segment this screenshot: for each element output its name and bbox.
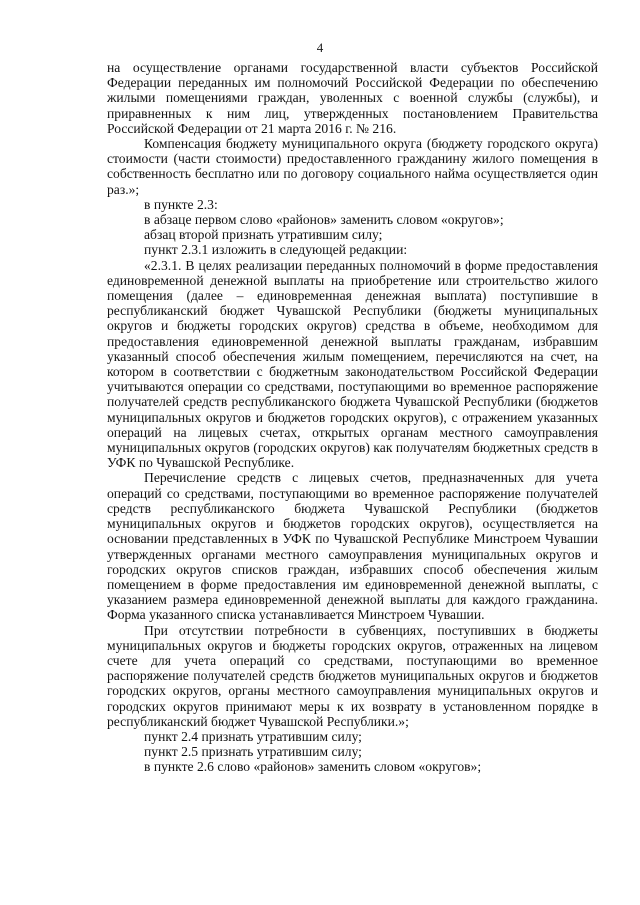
paragraph: пункт 2.3.1 изложить в следующей редакции: — [144, 242, 408, 258]
paragraph: на осуществление органами государственной власти субъектов Российской Федерации переданных им полномочий Российской Федерации по обеспечению жилыми помещениями граждан, уволенных с военной службы (службы), и приравненных к ним лиц, утвержденных постановлением Правительства Российской Федерации от 21 марта 2016 г. № 216. — [107, 60, 598, 136]
document-body — [107, 60, 598, 775]
paragraph: в пункте 2.3: — [144, 196, 218, 212]
paragraph: в абзаце первом слово «районов» заменить словом «округов»; — [144, 212, 504, 228]
paragraph: «2.3.1. В целях реализации переданных полномочий в форме предоставления единовременной денежной выплаты на приобретение или строительство жилого помещения (далее – единовременная денежная выплата) поступившие в республиканский бюджет Чувашской Республики (бюджеты муниципальных округов и бюджеты городских округов) средства в объеме, необходимом для предоставления единовременной денежной выплаты гражданам, избравшим указанный способ обеспечения жилым помещением, перечисляются на счет, на котором в соответствии с бюджетным законодательством Российской Федерации учитываются операции со средствами, поступающими во временное распоряжение получателей средств республиканского бюджета Чувашской Республики (бюджетов муниципальных округов и бюджетов городских округов), с отражением указанных операций на лицевых счетах, открытых органам местного самоуправления муниципальных округов (городских округов) как получателям бюджетных средств в УФК по Чувашской Республике. — [107, 257, 598, 471]
page-number: 4 — [316, 40, 324, 55]
paragraph: пункт 2.5 признать утратившим силу; — [144, 744, 362, 760]
paragraph: Перечисление средств с лицевых счетов, предназначенных для учета операций со средствами, поступающими во временное распоряжение получателей средств республиканского бюджета Чувашской Республики (бюджетов муниципальных округов и бюджетов городских округов), осуществляется на основании представленных в УФК по Чувашской Республике Минстроем Чувашии утвержденных органами местного самоуправления муниципальных округов и городских округов списков граждан, избравших способ обеспечения жилым помещением в форме предоставления им единовременной денежной выплаты, с указанием размера единовременной денежной выплаты для каждого гражданина. Форма указанного списка устанавливается Минстроем Чувашии. — [107, 470, 598, 623]
paragraph: При отсутствии потребности в субвенциях, поступивших в бюджеты муниципальных округов и бюджеты городских округов, отраженных на лицевом счете для учета операций со средствами, поступающими во временное распоряжение получателей средств бюджетов муниципальных округов и бюджетов городских округов, органы местного самоуправления муниципальных округов и городских округов принимают меры к их возврату в установленном порядке в республиканский бюджет Чувашской Республики.»; — [107, 622, 598, 729]
paragraph: пункт 2.4 признать утратившим силу; — [144, 728, 362, 744]
paragraph: абзац второй признать утратившим силу; — [144, 227, 383, 243]
paragraph: в пункте 2.6 слово «районов» заменить словом «округов»; — [144, 759, 482, 775]
paragraph: Компенсация бюджету муниципального округа (бюджету городского округа) стоимости (части стоимости) предоставленного гражданину жилого помещения в собственность бесплатно или по договору социального найма осуществляется один раз.»; — [107, 136, 598, 197]
